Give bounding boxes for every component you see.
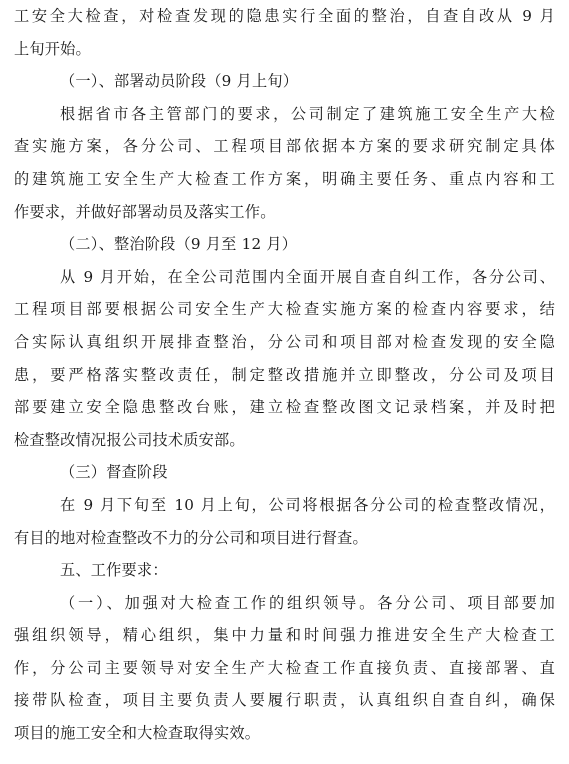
paragraph-line: 上旬开始。 <box>14 39 91 58</box>
paragraph-line: 在 9 月下旬至 10 月上旬，公司将根据各分公司的检查整改情况， <box>60 495 555 514</box>
paragraph-line: 查实施方案，各分公司、工程项目部依据本方案的要求研究制定具体 <box>14 137 555 156</box>
section-heading: （一）、部署动员阶段（9 月上旬） <box>60 72 299 91</box>
paragraph-line: 有目的地对检查整改不力的分公司和项目进行督查。 <box>14 528 368 547</box>
paragraph-line: 患，要严格落实整改责任，制定整改措施并立即整改，分公司及项目 <box>14 365 555 384</box>
paragraph-line: 工安全大检查，对检查发现的隐患实行全面的整治，自查自改从 9 月 <box>14 7 555 25</box>
paragraph-line: （一）、加强对大检查工作的组织领导。各分公司、项目部要加 <box>60 593 555 612</box>
paragraph-line: 强组织领导，精心组织，集中力量和时间强力推进安全生产大检查工 <box>14 626 555 645</box>
paragraph-line: 作，分公司主要领导对安全生产大检查工作直接负责、直接部署、直 <box>14 658 555 677</box>
section-heading: （三）督查阶段 <box>60 463 168 482</box>
section-heading: 五、工作要求： <box>60 561 168 580</box>
paragraph-line: 从 9 月开始，在全公司范围内全面开展自查自纠工作，各分公司、 <box>60 267 555 286</box>
paragraph-line: 部要建立安全隐患整改台账，建立检查整改图文记录档案，并及时把 <box>14 398 555 417</box>
paragraph-line: 根据省市各主管部门的要求，公司制定了建筑施工安全生产大检 <box>60 104 555 123</box>
paragraph-line: 的建筑施工安全生产大检查工作方案，明确主要任务、重点内容和工 <box>14 169 555 188</box>
paragraph-line: 接带队检查，项目主要负责人要履行职责，认真组织自查自纠，确保 <box>14 691 555 710</box>
paragraph-line: 合实际认真组织开展排查整治，分公司和项目部对检查发现的安全隐 <box>14 332 555 351</box>
section-heading: （二）、整治阶段（9 月至 12 月） <box>60 235 298 254</box>
paragraph-line: 项目的施工安全和大检查取得实效。 <box>14 724 261 743</box>
paragraph-line: 检查整改情况报公司技术质安部。 <box>14 430 245 449</box>
paragraph-line: 工程项目部要根据公司安全生产大检查实施方案的检查内容要求，结 <box>14 300 555 319</box>
paragraph-line: 作要求，并做好部署动员及落实工作。 <box>14 202 276 221</box>
